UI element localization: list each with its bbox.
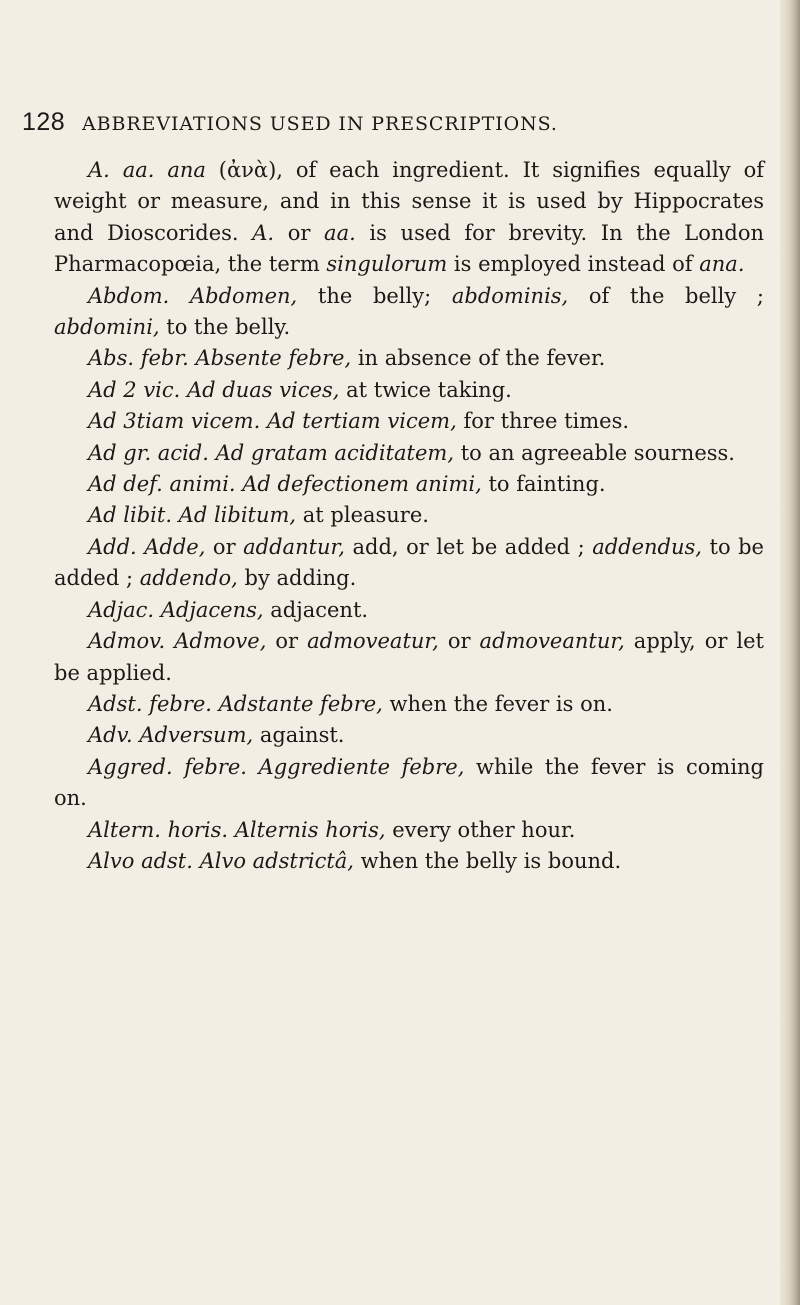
abbreviation-entry bbox=[54, 155, 764, 281]
abbreviation-entry bbox=[54, 532, 764, 595]
entry-latin-term: A. aa. ana bbox=[88, 158, 206, 182]
entry-definition-text: the belly; bbox=[297, 283, 452, 308]
entry-latin-term: addantur, bbox=[243, 534, 345, 559]
entry-definition-text: adjacent. bbox=[263, 597, 369, 622]
abbreviation-entry bbox=[54, 752, 764, 815]
entry-latin-term: Ad 2 vic. Ad duas vices, bbox=[88, 377, 340, 402]
abbreviation-list bbox=[54, 155, 764, 877]
entry-definition-text: or bbox=[266, 629, 308, 654]
entry-latin-term: aa. bbox=[324, 220, 356, 245]
entry-latin-term: admoveatur, bbox=[307, 629, 439, 654]
entry-latin-term: Abs. febr. Absente febre, bbox=[88, 346, 352, 371]
entry-latin-term: Aggred. febre. Aggrediente febre, bbox=[88, 754, 465, 779]
entry-latin-term: Abdom. Abdomen, bbox=[88, 283, 298, 308]
entry-latin-term: Ad def. animi. Ad defectionem animi, bbox=[88, 472, 482, 497]
entry-latin-term: Altern. horis. Alternis horis, bbox=[88, 817, 386, 842]
entry-definition-text: is employed instead of bbox=[447, 252, 700, 277]
entry-latin-term: Ad 3tiam vicem. Ad tertiam vicem, bbox=[88, 409, 457, 434]
abbreviation-entry bbox=[54, 343, 764, 374]
abbreviation-entry bbox=[54, 500, 764, 531]
page-header bbox=[22, 105, 792, 145]
entry-definition-text: or bbox=[438, 629, 480, 654]
entry-definition-text: or bbox=[274, 220, 325, 245]
abbreviation-entry bbox=[54, 375, 764, 406]
entry-definition-text: when the fever is on. bbox=[382, 691, 613, 716]
entry-definition-text: for three times. bbox=[456, 409, 630, 434]
entry-latin-term: Adst. febre. Adstante febre, bbox=[88, 691, 383, 716]
entry-definition-text: against. bbox=[253, 723, 345, 748]
entry-definition-text: in absence of the fever. bbox=[351, 346, 606, 371]
entry-definition-text: add, or let be added ; bbox=[344, 534, 593, 559]
entry-latin-term: Admov. Admove, bbox=[88, 629, 267, 654]
abbreviation-entry bbox=[54, 595, 764, 626]
abbreviation-entry bbox=[54, 438, 764, 469]
abbreviation-entry bbox=[54, 815, 764, 846]
abbreviation-entry bbox=[54, 720, 764, 751]
entry-latin-term: Adv. Adversum, bbox=[88, 723, 254, 748]
entry-definition-text: to fainting. bbox=[481, 472, 606, 497]
entry-definition-text: is used for brevity. In the London Pharmacopœia, the term bbox=[54, 220, 764, 277]
entry-definition-text: by adding. bbox=[237, 566, 357, 591]
entry-latin-term: singulorum bbox=[326, 252, 448, 277]
entry-latin-term: abdomini, bbox=[54, 315, 160, 340]
entry-latin-term: Adjac. Adjacens, bbox=[88, 597, 264, 622]
page-gutter-shadow bbox=[780, 0, 800, 1305]
entry-latin-term: addendo, bbox=[139, 566, 238, 591]
entry-definition-text: at twice taking. bbox=[339, 377, 512, 402]
abbreviation-entry bbox=[54, 846, 764, 877]
page-number: 128 bbox=[22, 108, 66, 136]
entry-definition-text: when the belly is bound. bbox=[354, 848, 622, 873]
entry-definition-text: to an agreeable sourness. bbox=[454, 440, 735, 465]
abbreviation-entry bbox=[54, 281, 764, 344]
running-title: ABBREVIATIONS USED IN PRESCRIPTIONS. bbox=[82, 113, 558, 135]
entry-definition-text: apply, or let be applied. bbox=[54, 629, 764, 685]
entry-definition-text: every other hour. bbox=[385, 817, 576, 842]
abbreviation-entry bbox=[54, 689, 764, 720]
entry-latin-term: ana. bbox=[699, 252, 745, 277]
entry-definition-text: of the belly ; bbox=[568, 283, 764, 308]
entry-definition-text: while the fever is coming on. bbox=[54, 754, 765, 811]
entry-latin-term: Alvo adst. Alvo adstrictâ, bbox=[88, 848, 354, 873]
entry-latin-term: abdominis, bbox=[451, 283, 569, 308]
entry-latin-term: Add. Adde, bbox=[88, 534, 206, 559]
entry-definition-text: or bbox=[205, 534, 244, 559]
entry-latin-term: admoveantur, bbox=[479, 629, 625, 654]
entry-latin-term: Ad gr. acid. Ad gratam aciditatem, bbox=[88, 440, 455, 465]
abbreviation-entry bbox=[54, 406, 764, 437]
abbreviation-entry bbox=[54, 626, 764, 689]
entry-definition-text: at pleasure. bbox=[296, 503, 429, 528]
abbreviation-entry bbox=[54, 469, 764, 500]
entry-latin-term: A. bbox=[252, 220, 275, 245]
entry-latin-term: addendus, bbox=[592, 534, 702, 559]
entry-definition-text: to the belly. bbox=[159, 315, 291, 340]
entry-definition-text: to be added ; bbox=[54, 534, 764, 591]
entry-definition-text: (ἀνὰ), of each ingredient. It signifies equally of weight or measure, and in this sense it is used by Hippocrates and Dioscorides. bbox=[54, 158, 764, 245]
entry-latin-term: Ad libit. Ad libitum, bbox=[88, 503, 297, 528]
